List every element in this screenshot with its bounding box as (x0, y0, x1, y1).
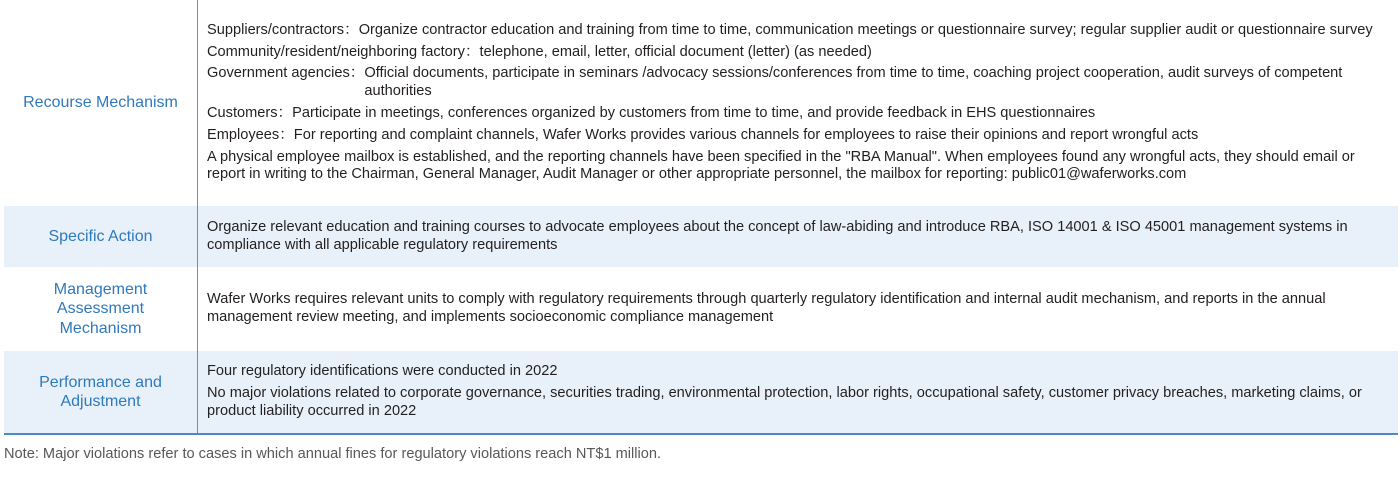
stakeholder-item-community (207, 44, 1388, 62)
mailbox-paragraph: A physical employee mailbox is established, and the reporting channels have been specified in the "RBA Manual". When employees found any wrongful acts, they should email or report in writing to the Chairman, General Manager, Audit Manager or other appropriate personnel, the mailbox for reporting: public01@waferworks.com (207, 148, 1355, 183)
row-label-text: Specific Action (48, 227, 153, 245)
table-row-specific-action (4, 206, 1398, 267)
stakeholder-label: Customers： (207, 105, 293, 121)
stakeholder-text: Participate in meetings, conferences organized by customers from time to time, and provide feedback in EHS questionnaires (292, 105, 1096, 121)
table-row-recourse-mechanism (4, 0, 1398, 206)
stakeholder-item-customers (207, 105, 1388, 123)
row-label-text: Recourse Mechanism (23, 94, 178, 112)
stakeholder-item-suppliers (207, 22, 1388, 40)
stakeholder-text: Organize contractor education and training from time to time, communication meetings or questionnaire survey; regular supplier audit or questionnaire survey (358, 21, 1373, 38)
table-row-management-assessment (4, 267, 1398, 351)
row-label-performance-adjustment (4, 351, 198, 433)
content-paragraph: No major violations related to corporate governance, securities trading, environmental protection, labor rights, occupational safety, customer privacy breaches, marketing claims, or product liability occurred in 2022 (207, 385, 1362, 419)
content-paragraph: Wafer Works requires relevant units to comply with regulatory requirements through quarterly regulatory identification and internal audit mechanism, and reports in the annual management review meeting, and implements socioeconomic compliance management (207, 291, 1326, 325)
content-paragraph: Four regulatory identifications were conducted in 2022 (207, 363, 558, 380)
row-content-performance-adjustment (198, 351, 1398, 433)
stakeholder-label: Employees： (207, 126, 294, 143)
row-content-management-assessment (198, 267, 1398, 351)
stakeholder-text: telephone, email, letter, official document (letter) (as needed) (479, 43, 872, 60)
row-label-recourse-mechanism (4, 0, 198, 206)
stakeholder-text: Official documents, participate in seminars /advocacy sessions/conferences from time to time, coaching project cooperation, audit surveys of competent authorities (364, 65, 1343, 100)
footnote: Note: Major violations refer to cases in which annual fines for regulatory violations reach NT$1 million. (4, 446, 662, 462)
row-label-specific-action (4, 206, 198, 267)
row-label-text: Performance and Adjustment (39, 373, 162, 410)
stakeholder-label: Community/resident/neighboring factory： (207, 43, 480, 60)
row-content-recourse-mechanism (198, 0, 1398, 206)
stakeholder-item-employees (207, 127, 1388, 145)
content-paragraph: Organize relevant education and training courses to advocate employees about the concept of law-abiding and introduce RBA, ISO 14001 & ISO 45001 management systems in compliance with all applicable regulatory requirements (207, 218, 1348, 253)
compliance-table (4, 0, 1398, 435)
row-label-management-assessment (4, 267, 198, 351)
stakeholder-label: Government agencies： (207, 65, 365, 82)
stakeholder-label: Suppliers/contractors： (207, 21, 359, 38)
row-content-specific-action (198, 206, 1398, 267)
row-label-text: Management Assessment Mechanism (53, 280, 148, 337)
stakeholder-text: For reporting and complaint channels, Wafer Works provides various channels for employees to raise their opinions and report wrongful acts (293, 126, 1199, 143)
stakeholder-item-government (207, 65, 1388, 101)
table-row-performance-adjustment (4, 351, 1398, 433)
